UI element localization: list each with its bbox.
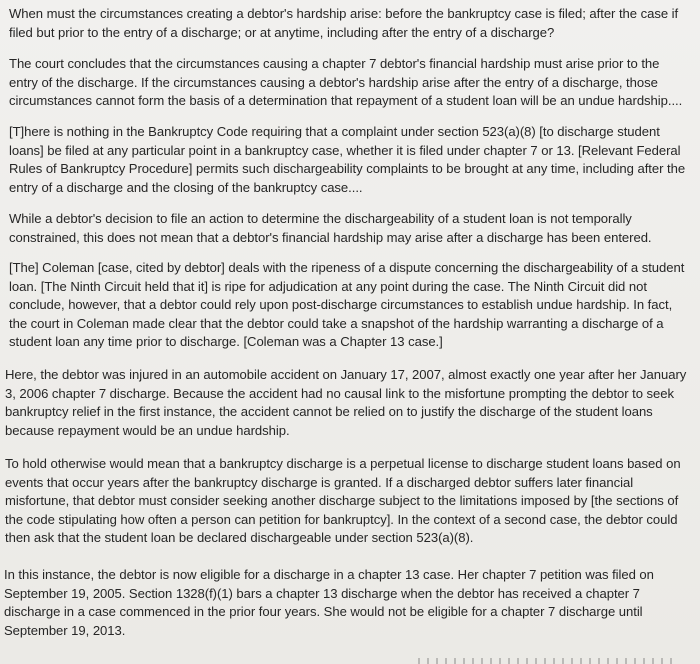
text-line: entry of a discharge and the closing of the bankruptcy case....: [9, 179, 363, 195]
text-line: then ask that the student loan be declared dischargeable under section 523(a)(8).: [5, 530, 474, 546]
text-line: [The] Coleman [case, cited by debtor] deals with the ripeness of a dispute concerning the dischargeability of a student: [9, 260, 685, 275]
text-line: Rules of Bankruptcy Procedure] permits such dischargeability complaints to be brought at any time, including after the: [9, 161, 686, 177]
text-line: constrained, this does not mean that a debtor's financial hardship may arise after a discharge has been entered.: [9, 229, 652, 245]
text-line: The court concludes that the circumstances causing a chapter 7 debtor's financial hardship must arise prior to the: [9, 56, 660, 71]
text-line: Here, the debtor was injured in an automobile accident on January 17, 2007, almost exactly one year after her January: [5, 367, 687, 382]
text-line: September 19, 2013.: [4, 622, 126, 638]
paragraph-hardship-question: [9, 5, 678, 42]
paragraph-debtor-accident: [5, 366, 686, 440]
text-line: entry of the discharge. If the circumstances causing a debtor's hardship arise after the entry of a discharge, those: [9, 74, 658, 90]
paragraph-chapter-13-eligibility: [4, 566, 654, 640]
text-line: In this instance, the debtor is now eligible for a discharge in a chapter 13 case. Her chapter 7 petition was filed on: [4, 567, 654, 582]
text-line: circumstances cannot form the basis of a determination that repayment of a student loan will be an undue hardship....: [9, 93, 683, 109]
text-line: the court in Coleman made clear that the debtor could take a snapshot of the hardship warranting a discharge of a: [9, 315, 664, 331]
text-line: misfortune, that debtor must consider seeking another discharge subject to the limitations imposed by [the sections of: [5, 493, 679, 509]
text-line: events that occur years after the bankruptcy discharge is granted. If a discharged debtor suffers later financial: [5, 474, 634, 490]
paragraph-temporal-constraint: [9, 210, 652, 247]
text-line: discharge in a case commenced in the prior four years. She would not be eligible for a chapter 7 discharge until: [4, 604, 643, 620]
text-line: loan. [The Ninth Circuit held that it] is ripe for adjudication at any point during the case. The Ninth Circuit did not: [9, 278, 647, 294]
cut-off-text-line: [0, 658, 700, 664]
paragraph-court-conclusion: [9, 55, 682, 111]
paragraph-coleman-case: [9, 259, 684, 352]
text-line: September 19, 2005. Section 1328(f)(1) bars a chapter 13 discharge when the debtor has received a chapter 7: [4, 585, 640, 601]
text-line: the code stipulating how often a person can petition for bankruptcy]. In the context of a second case, the debtor could: [5, 511, 678, 527]
text-line: because repayment would be an undue hardship.: [5, 422, 290, 438]
cut-off-glyphs: [418, 658, 678, 664]
text-line: conclude, however, that a debtor could rely upon post-discharge circumstances to establish undue hardship. In fact,: [9, 297, 673, 313]
text-line: loans] be filed at any particular point in a bankruptcy case, whether it is filed under chapter 7 or 13. [Relevant Federal: [9, 142, 681, 158]
text-line: student loan any time prior to discharge. [Coleman was a Chapter 13 case.]: [9, 334, 443, 350]
paragraph-perpetual-license: [5, 455, 681, 548]
text-line: 3, 2006 chapter 7 discharge. Because the accident had no causal link to the misfortune prompting the debtor to seek: [5, 385, 675, 401]
text-line: To hold otherwise would mean that a bankruptcy discharge is a perpetual license to discharge student loans based on: [5, 456, 681, 471]
paragraph-bankruptcy-code: [9, 123, 685, 197]
text-line: While a debtor's decision to file an action to determine the dischargeability of a student loan is not temporally: [9, 211, 632, 226]
text-line: When must the circumstances creating a debtor's hardship arise: before the bankruptcy case is filed; after the case if: [9, 6, 679, 21]
text-line: [T]here is nothing in the Bankruptcy Code requiring that a complaint under section 523(a)(8) [to discharge student: [9, 124, 660, 139]
text-line: bankruptcy relief in the first instance, the accident cannot be relied on to justify the discharge of the student loans: [5, 404, 653, 420]
text-line: filed but prior to the entry of a discharge; or at anytime, including after the entry of a discharge?: [9, 24, 555, 40]
